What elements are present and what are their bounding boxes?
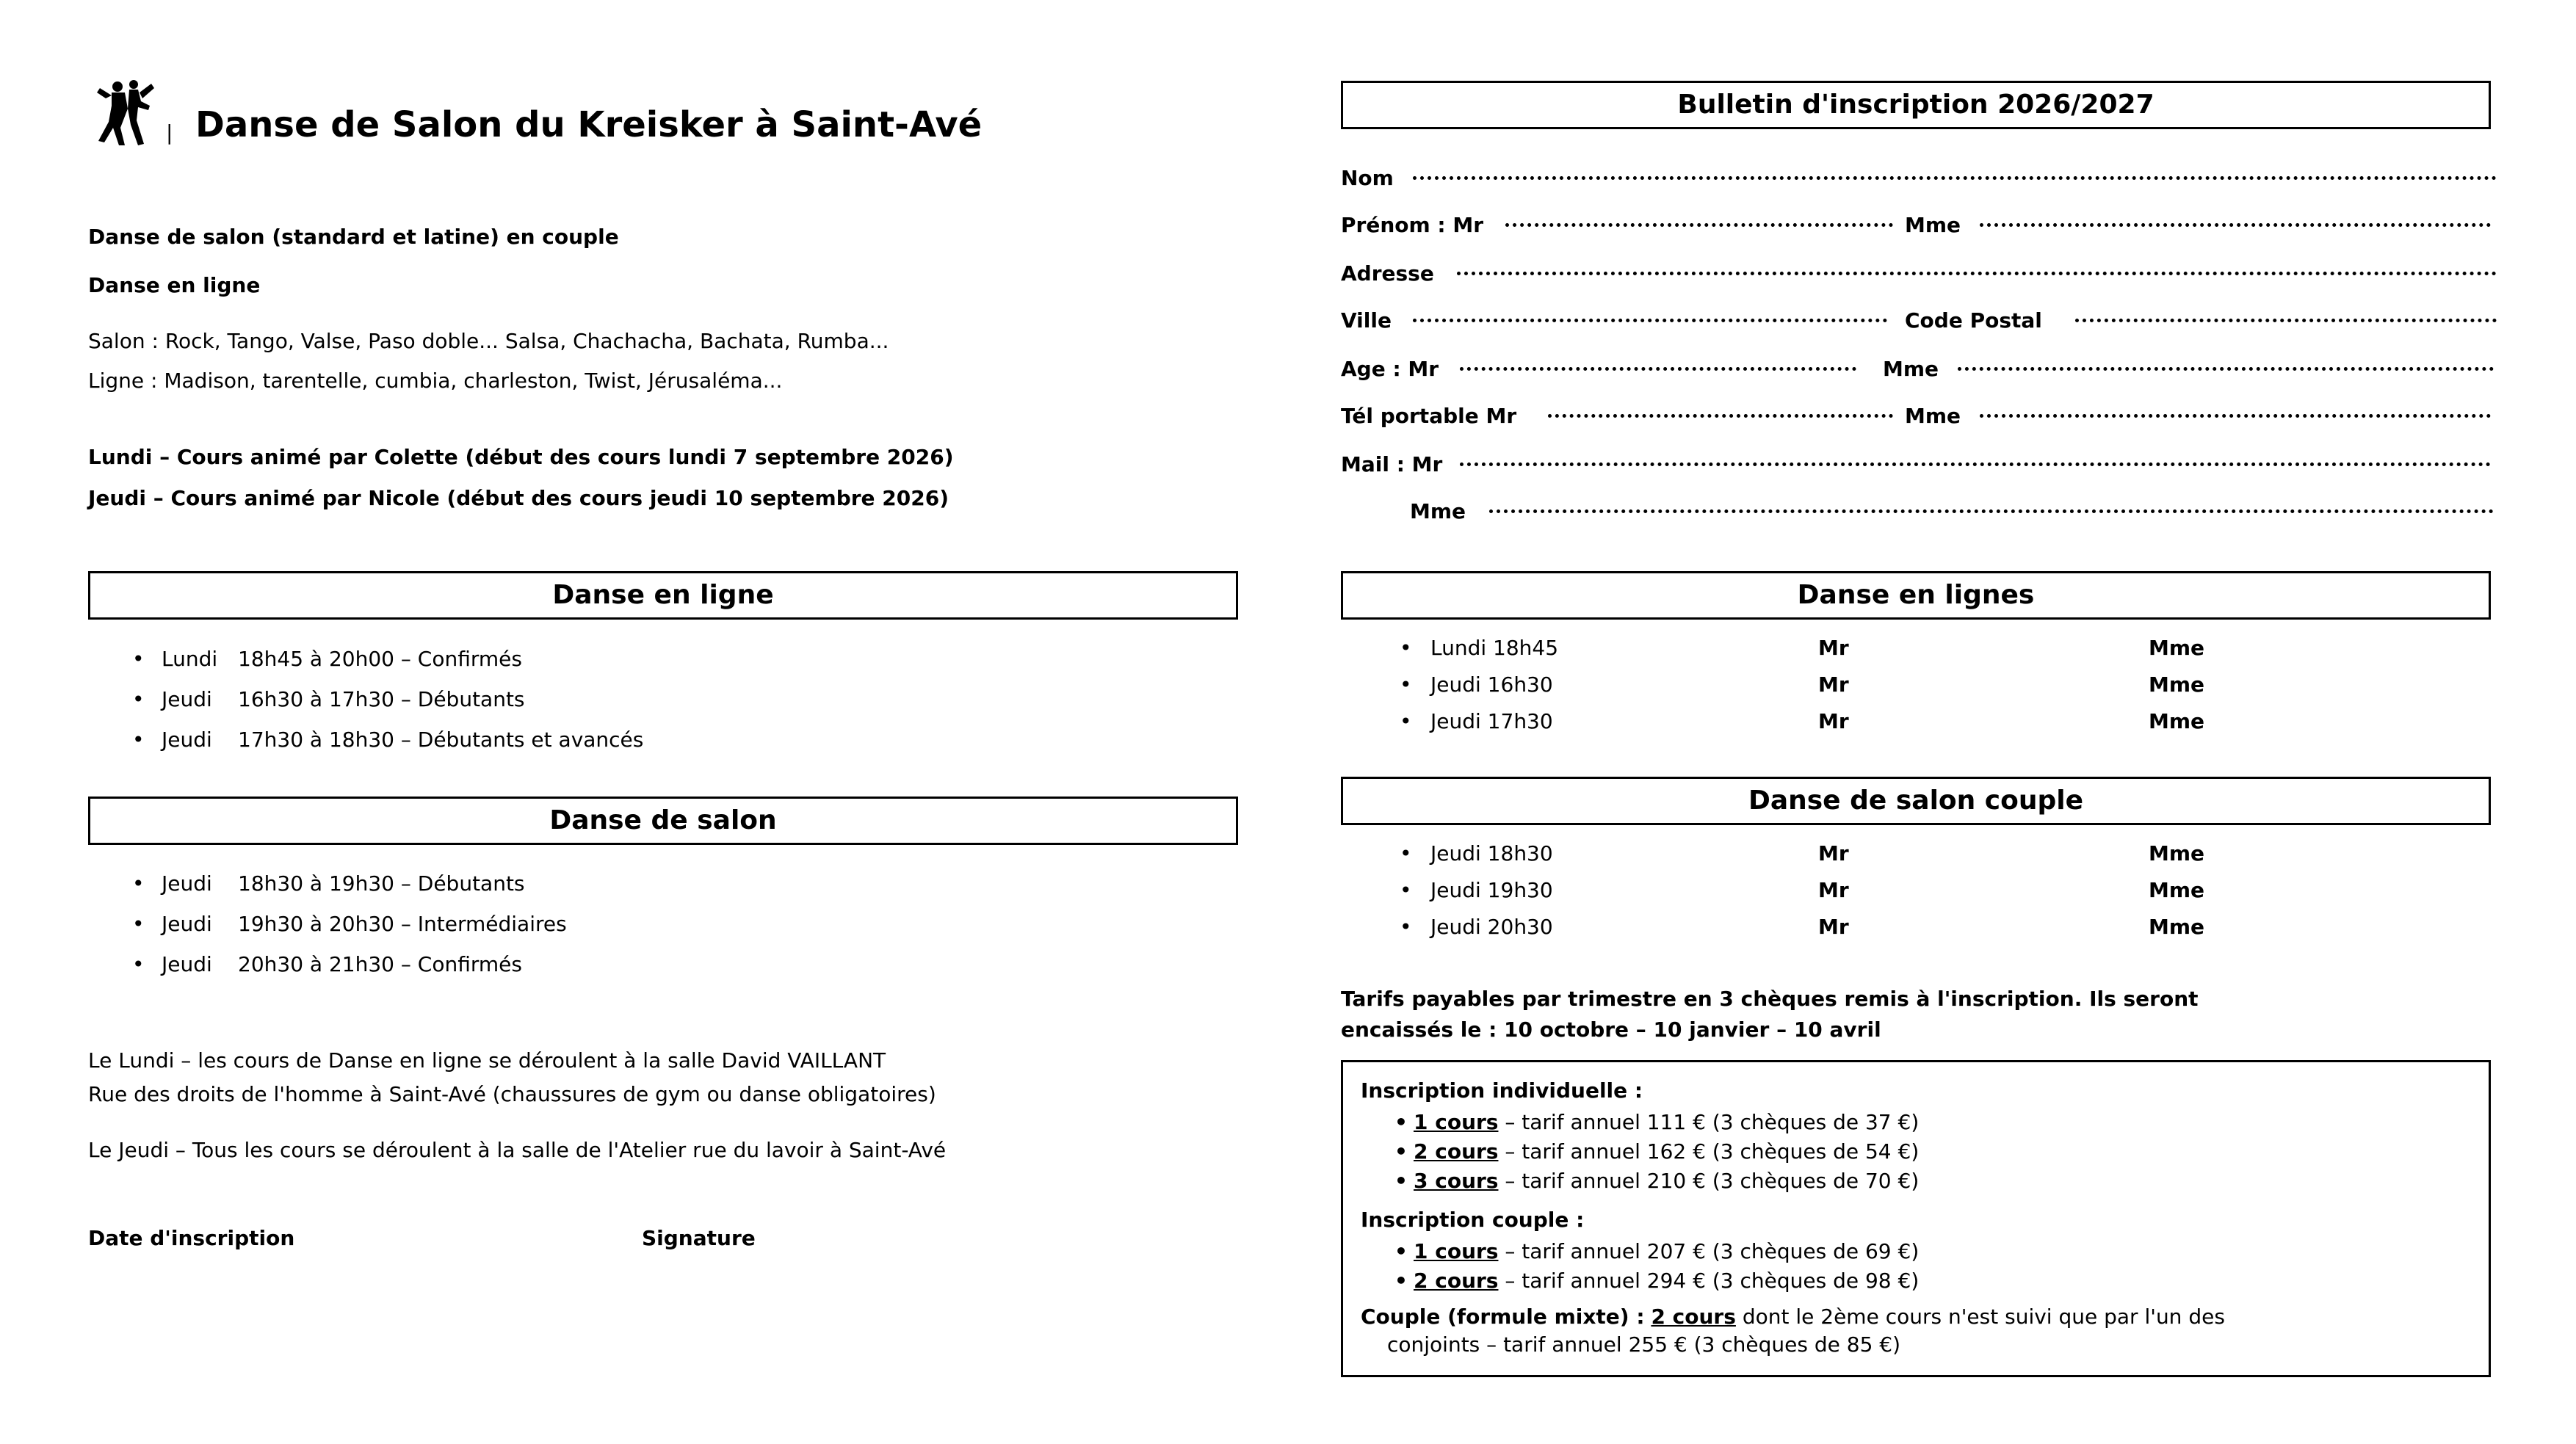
reg-mr-checkbox[interactable]: Mr	[1818, 915, 1849, 939]
section-header-ligne: Danse en ligne	[88, 571, 1238, 620]
tarif-couple-title: Inscription couple :	[1361, 1208, 1585, 1232]
reg-ligne-label: Lundi 18h45	[1430, 636, 1559, 660]
age-mr-field[interactable]	[1460, 367, 1856, 371]
age-mme-label: Mme	[1883, 357, 1939, 381]
list-item: • Jeudi 19h30 à 20h30 – Intermédiaires	[132, 911, 567, 937]
reg-salon-label: Jeudi 20h30	[1430, 915, 1553, 939]
reg-row-bullet: •	[1400, 672, 1412, 697]
section-header-salon: Danse de salon	[88, 797, 1238, 845]
list-item: • Jeudi 17h30 à 18h30 – Débutants et avancés	[132, 727, 643, 753]
intro-couple: Danse de salon (standard et latine) en couple	[88, 225, 619, 249]
reg-mme-checkbox[interactable]: Mme	[2149, 915, 2205, 939]
location-lundi: Le Lundi – les cours de Danse en ligne se déroulent à la salle David VAILLANT	[88, 1048, 886, 1073]
ville-label: Ville	[1341, 308, 1392, 333]
reg-row-bullet: •	[1400, 878, 1412, 902]
reg-mme-checkbox[interactable]: Mme	[2149, 878, 2205, 902]
reg-ligne-header: Danse en lignes	[1341, 571, 2491, 620]
title-separator: |	[166, 120, 173, 145]
page-title: Danse de Salon du Kreisker à Saint-Avé	[195, 104, 983, 145]
adresse-label: Adresse	[1341, 261, 1434, 286]
list-item: • Jeudi 18h30 à 19h30 – Débutants	[132, 871, 567, 897]
tarif-indiv-list	[1384, 1108, 1919, 1196]
reg-mr-checkbox[interactable]: Mr	[1818, 672, 1849, 697]
intro-salon-styles: Salon : Rock, Tango, Valse, Paso doble... Salsa, Chachacha, Bachata, Rumba...	[88, 329, 889, 353]
location-jeudi: Le Jeudi – Tous les cours se déroulent à la salle de l'Atelier rue du lavoir à Saint-Avé	[88, 1138, 947, 1162]
tel-mr-label: Tél portable Mr	[1341, 404, 1517, 428]
tel-mr-field[interactable]	[1548, 414, 1893, 418]
tarifs-note-dates: encaissés le : 10 octobre – 10 janvier – 10 avril	[1341, 1017, 1881, 1042]
code-postal-label: Code Postal	[1905, 308, 2042, 333]
list-item: • 2 cours – tarif annuel 162 € (3 chèques de 54 €)	[1384, 1137, 1919, 1167]
form-title: Bulletin d'inscription 2026/2027	[1341, 81, 2491, 129]
reg-row-bullet: •	[1400, 841, 1412, 866]
list-item: • Jeudi 16h30 à 17h30 – Débutants	[132, 686, 643, 713]
intro-ligne: Danse en ligne	[88, 273, 261, 297]
tarifs-note: Tarifs payables par trimestre en 3 chèques remis à l'inscription. Ils seront	[1341, 987, 2199, 1011]
tarif-couple-list	[1384, 1237, 1919, 1296]
list-item: • Jeudi 20h30 à 21h30 – Confirmés	[132, 951, 567, 978]
prenom-mme-label: Mme	[1905, 213, 1961, 237]
prenom-mme-field[interactable]	[1980, 223, 2491, 227]
list-item: • 2 cours – tarif annuel 294 € (3 chèques de 98 €)	[1384, 1266, 1919, 1296]
reg-mr-checkbox[interactable]: Mr	[1818, 709, 1849, 733]
age-mr-label: Age : Mr	[1341, 357, 1439, 381]
code-postal-field[interactable]	[2075, 319, 2497, 322]
reg-ligne-label: Jeudi 16h30	[1430, 672, 1553, 697]
signature-label: Signature	[642, 1226, 756, 1250]
tarif-mixte-2: conjoints – tarif annuel 255 € (3 chèques de 85 €)	[1387, 1332, 1901, 1357]
list-item: • Lundi 18h45 à 20h00 – Confirmés	[132, 646, 643, 672]
location-lundi-address: Rue des droits de l'homme à Saint-Avé (chaussures de gym ou danse obligatoires)	[88, 1082, 936, 1106]
list-item: • 1 cours – tarif annuel 111 € (3 chèques de 37 €)	[1384, 1108, 1919, 1137]
intro-ligne-styles: Ligne : Madison, tarentelle, cumbia, charleston, Twist, Jérusaléma...	[88, 369, 783, 393]
salon-schedule	[132, 871, 567, 992]
tarif-indiv-title: Inscription individuelle :	[1361, 1078, 1643, 1103]
reg-mr-checkbox[interactable]: Mr	[1818, 878, 1849, 902]
list-item: • 1 cours – tarif annuel 207 € (3 chèques de 69 €)	[1384, 1237, 1919, 1266]
ville-field[interactable]	[1413, 319, 1887, 322]
reg-mme-checkbox[interactable]: Mme	[2149, 841, 2205, 866]
reg-ligne-label: Jeudi 17h30	[1430, 709, 1553, 733]
date-label: Date d'inscription	[88, 1226, 295, 1250]
prenom-mr-field[interactable]	[1505, 223, 1893, 227]
reg-row-bullet: •	[1400, 915, 1412, 939]
tel-mme-field[interactable]	[1980, 414, 2491, 418]
reg-salon-label: Jeudi 18h30	[1430, 841, 1553, 866]
intro-jeudi: Jeudi – Cours animé par Nicole (début des cours jeudi 10 septembre 2026)	[88, 486, 949, 510]
reg-mme-checkbox[interactable]: Mme	[2149, 636, 2205, 660]
dancing-couple-icon	[95, 76, 156, 148]
mail-mme-label: Mme	[1410, 499, 1466, 523]
reg-mme-checkbox[interactable]: Mme	[2149, 709, 2205, 733]
mail-mme-field[interactable]	[1489, 509, 2494, 513]
prenom-mr-label: Prénom : Mr	[1341, 213, 1484, 237]
nom-label: Nom	[1341, 166, 1394, 190]
nom-field[interactable]	[1413, 176, 2497, 180]
reg-mr-checkbox[interactable]: Mr	[1818, 636, 1849, 660]
list-item: • 3 cours – tarif annuel 210 € (3 chèques de 70 €)	[1384, 1167, 1919, 1196]
mail-mr-field[interactable]	[1460, 462, 2491, 466]
ligne-schedule	[132, 646, 643, 767]
reg-mme-checkbox[interactable]: Mme	[2149, 672, 2205, 697]
reg-row-bullet: •	[1400, 709, 1412, 733]
adresse-field[interactable]	[1457, 272, 2497, 275]
reg-mr-checkbox[interactable]: Mr	[1818, 841, 1849, 866]
tel-mme-label: Mme	[1905, 404, 1961, 428]
reg-row-bullet: •	[1400, 636, 1412, 660]
tarif-mixte: Couple (formule mixte) : 2 cours dont le 2ème cours n'est suivi que par l'un des	[1361, 1305, 2225, 1329]
age-mme-field[interactable]	[1958, 367, 2494, 371]
intro-lundi: Lundi – Cours animé par Colette (début des cours lundi 7 septembre 2026)	[88, 445, 954, 469]
tarifs-box	[1341, 1060, 2491, 1377]
mail-mr-label: Mail : Mr	[1341, 452, 1443, 476]
reg-salon-header: Danse de salon couple	[1341, 777, 2491, 825]
reg-salon-label: Jeudi 19h30	[1430, 878, 1553, 902]
